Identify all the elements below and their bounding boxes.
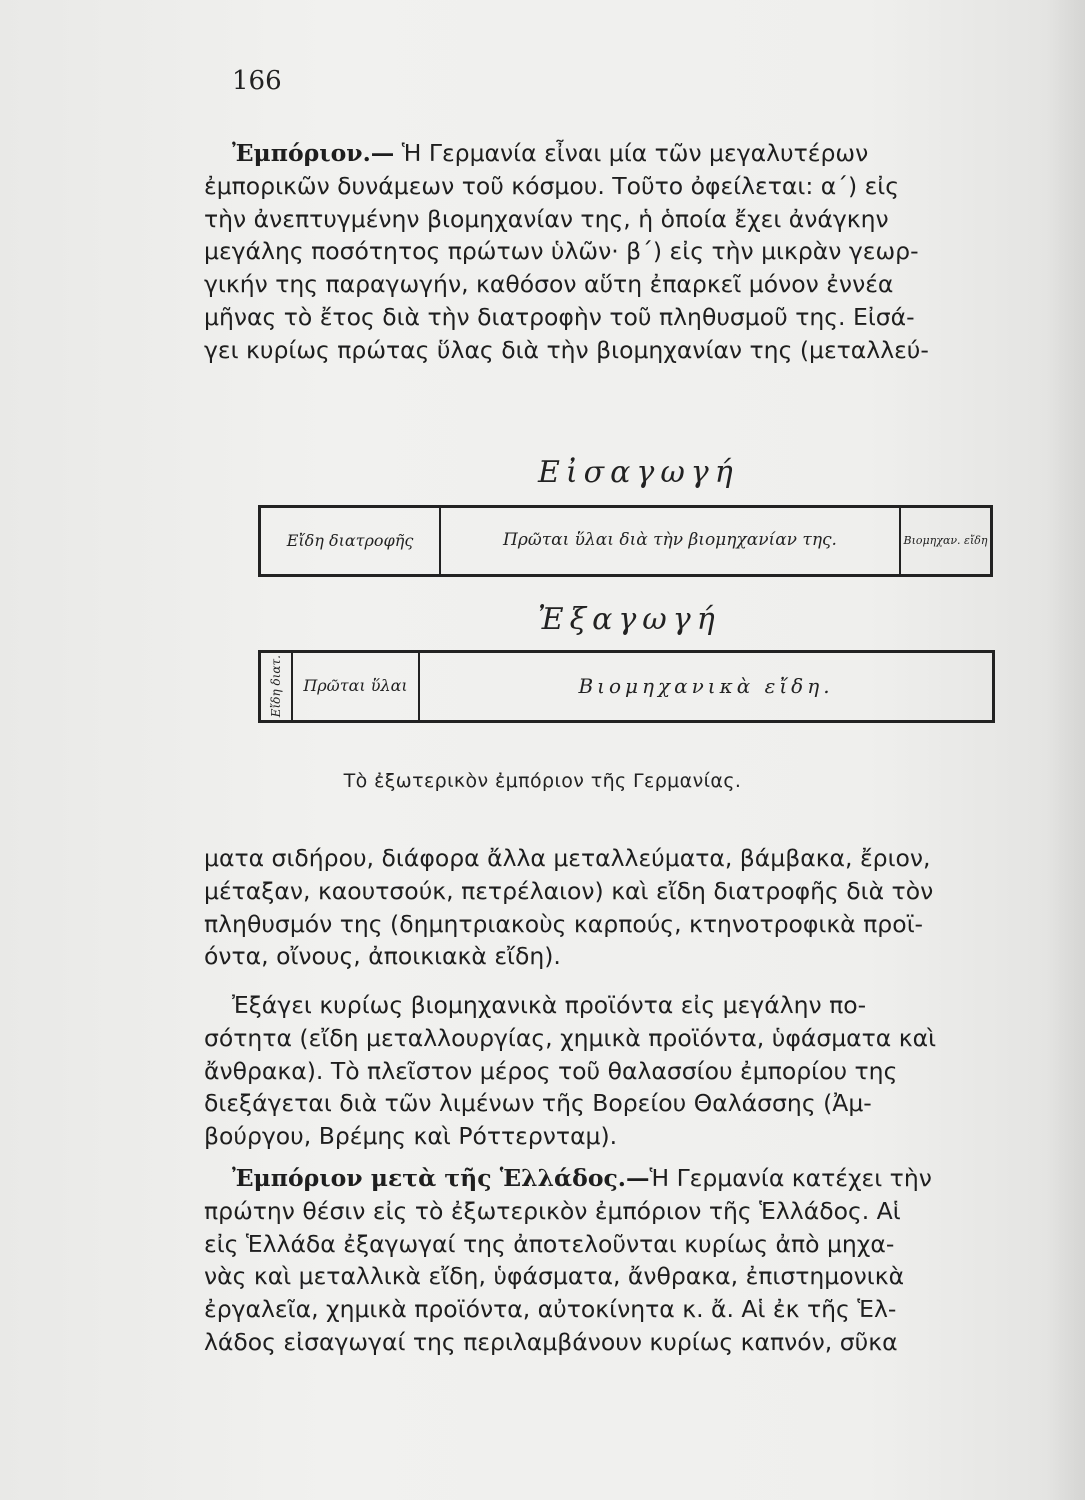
export-cell-food <box>261 653 291 720</box>
paragraph-line: νὰς καὶ μεταλλικὰ εἴδη, ὑφάσματα, ἄνθρακα, ἐπιστημονικὰ <box>204 1262 905 1291</box>
page-number: 166 <box>232 66 282 96</box>
paragraph-line: ἐμπορικῶν δυνάμεων τοῦ κόσμου. Τοῦτο ὀφείλεται: α΄) εἰς <box>204 171 900 200</box>
export-diagram-box <box>258 650 995 723</box>
paragraph-line: μεγάλης ποσότητος πρώτων ὑλῶν· β΄) εἰς τὴν μικρὰν γεωρ- <box>204 237 919 266</box>
import-cell-food: Εἴδη διατροφῆς <box>286 530 414 550</box>
paragraph-line: γικήν της παραγωγήν, καθόσον αὕτη ἐπαρκεῖ μόνον ἐννέα <box>204 270 894 299</box>
paragraph-line: Ἐξάγει κυρίως βιομηχανικὰ προϊόντα εἰς μεγάλην πο- <box>232 991 867 1019</box>
export-cell-industrial: Βιομηχανικὰ εἴδη. <box>418 653 992 720</box>
paragraph-line: πληθυσμόν της (δημητριακοὺς καρπούς, κτηνοτροφικὰ προϊ- <box>204 909 924 938</box>
line-text: Ἡ Γερμανία κατέχει τὴν <box>649 1164 932 1192</box>
section-heading-trade-greece: Ἐμπόριον μετὰ τῆς Ἑλλάδος.— <box>232 1164 650 1192</box>
paragraph-line: ματα σιδήρου, διάφορα ἄλλα μεταλλεύματα, βάμβακα, ἔριον, <box>204 844 931 872</box>
line-text: Ἡ Γερμανία εἶναι μία τῶν μεγαλυτέρων <box>401 139 869 167</box>
paragraph-line: ἐργαλεῖα, χημικὰ προϊόντα, αὐτοκίνητα κ. ἄ. Αἱ ἐκ τῆς Ἑλ- <box>204 1295 897 1324</box>
import-cell-industrial: Βιομηχαν. εἴδη <box>899 508 990 574</box>
paragraph-trade-greece <box>204 1162 1047 1359</box>
paragraph-line: τὴν ἀνεπτυγμένην βιομηχανίαν της, ἡ ὁποία ἔχει ἀνάγκην <box>204 204 889 233</box>
export-cell-food-text: Εἴδη διατ. <box>268 655 283 718</box>
paragraph-line: εἰς Ἑλλάδα ἐξαγωγαί της ἀποτελοῦνται κυρίως ἀπὸ μηχα- <box>204 1229 895 1258</box>
page-edge-shadow <box>1045 0 1085 1500</box>
paragraph-trade-intro <box>204 137 1047 367</box>
import-diagram-box <box>258 505 993 577</box>
paragraph-line: πρώτην θέσιν εἰς τὸ ἐξωτερικὸν ἐμπόριον τῆς Ἑλλάδος. Αἱ <box>204 1196 901 1225</box>
paragraph-exports <box>204 989 1047 1153</box>
export-cell-raw-materials: Πρῶται ὕλαι <box>291 653 418 720</box>
paragraph-line: λάδος εἰσαγωγαί της περιλαμβάνουν κυρίως καπνόν, σῦκα <box>204 1327 898 1356</box>
paragraph-line: γει κυρίως πρώτας ὕλας διὰ τὴν βιομηχανίαν της (μεταλλεύ- <box>204 335 929 364</box>
section-heading-trade: Ἐμπόριον.— <box>232 139 395 167</box>
paragraph-imports-continued <box>204 842 1047 973</box>
export-diagram-title: Ἐξαγωγή <box>538 602 721 637</box>
paragraph-line: σότητα (εἴδη μεταλλουργίας, χημικὰ προϊόντα, ὑφάσματα καὶ <box>204 1023 937 1052</box>
paragraph-line: μῆνας τὸ ἔτος διὰ τὴν διατροφὴν τοῦ πληθυσμοῦ της. Εἰσά- <box>204 302 915 331</box>
paragraph-line: ἄνθρακα). Τὸ πλεῖστον μέρος τοῦ θαλασσίου ἐμπορίου της <box>204 1056 898 1085</box>
figure-caption: Τὸ ἐξωτερικὸν ἐμπόριον τῆς Γερμανίας. <box>343 770 742 792</box>
paragraph-line: μέταξαν, καουτσούκ, πετρέλαιον) καὶ εἴδη διατροφῆς διὰ τὸν <box>204 876 934 905</box>
import-cell-raw-materials: Πρῶται ὕλαι διὰ τὴν βιομηχανίαν της. <box>439 508 899 574</box>
paragraph-line <box>204 137 1047 170</box>
paragraph-line: βούργου, Βρέμης καὶ Ρόττερνταμ). <box>204 1122 618 1151</box>
paragraph-line: διεξάγεται διὰ τῶν λιμένων τῆς Βορείου Θαλάσσης (Ἀμ- <box>204 1089 872 1118</box>
paragraph-line <box>204 1162 1047 1195</box>
import-diagram-title: Εἰσαγωγή <box>538 455 739 490</box>
paragraph-line: όντα, οἴνους, ἀποικιακὰ εἴδη). <box>204 942 561 971</box>
